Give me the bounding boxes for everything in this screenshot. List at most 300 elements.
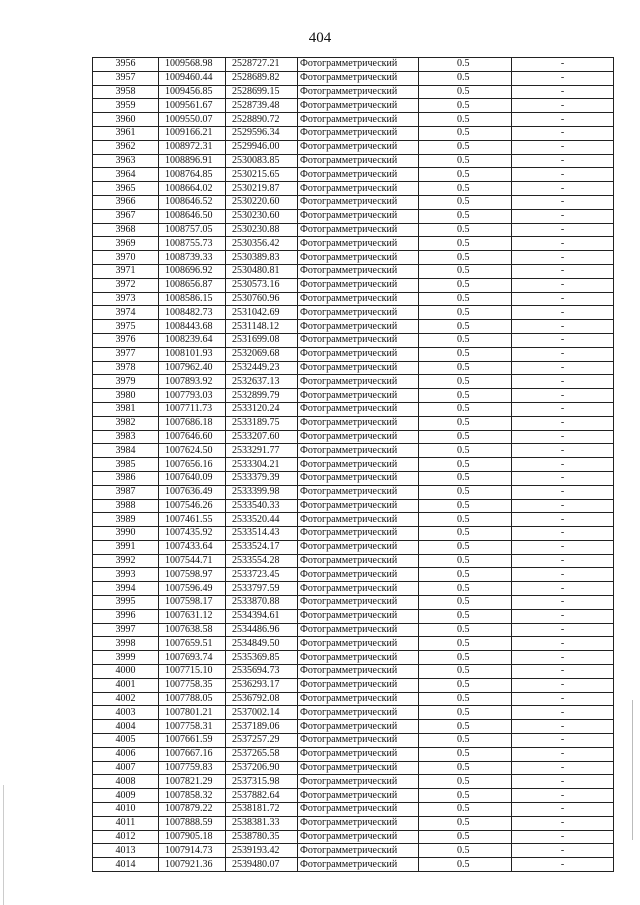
description-cell: -	[512, 182, 614, 196]
description-cell: -	[512, 58, 614, 72]
table-row	[93, 251, 614, 265]
method-cell: Фотограмметрический	[298, 609, 419, 623]
error-cell: 0.5	[419, 347, 512, 361]
y-coordinate-cell: 2533207.60	[226, 430, 298, 444]
table-row	[93, 803, 614, 817]
description-cell: -	[512, 140, 614, 154]
x-coordinate-cell: 1007788.05	[159, 692, 226, 706]
x-coordinate-cell: 1009568.98	[159, 58, 226, 72]
error-cell: 0.5	[419, 182, 512, 196]
y-coordinate-cell: 2530219.87	[226, 182, 298, 196]
y-coordinate-cell: 2537002.14	[226, 706, 298, 720]
table-row	[93, 706, 614, 720]
point-number-cell: 3960	[93, 113, 159, 127]
description-cell: -	[512, 513, 614, 527]
description-cell: -	[512, 458, 614, 472]
description-cell: -	[512, 168, 614, 182]
point-number-cell: 3982	[93, 416, 159, 430]
x-coordinate-cell: 1009166.21	[159, 126, 226, 140]
point-number-cell: 3979	[93, 375, 159, 389]
description-cell: -	[512, 154, 614, 168]
description-cell: -	[512, 71, 614, 85]
point-number-cell: 3969	[93, 237, 159, 251]
error-cell: 0.5	[419, 126, 512, 140]
table-row	[93, 720, 614, 734]
x-coordinate-cell: 1007640.09	[159, 471, 226, 485]
method-cell: Фотограмметрический	[298, 747, 419, 761]
error-cell: 0.5	[419, 333, 512, 347]
method-cell: Фотограмметрический	[298, 320, 419, 334]
x-coordinate-cell: 1007758.35	[159, 678, 226, 692]
table-row	[93, 665, 614, 679]
description-cell: -	[512, 678, 614, 692]
method-cell: Фотограмметрический	[298, 761, 419, 775]
point-number-cell: 3977	[93, 347, 159, 361]
x-coordinate-cell: 1007596.49	[159, 582, 226, 596]
method-cell: Фотограмметрический	[298, 430, 419, 444]
method-cell: Фотограмметрический	[298, 168, 419, 182]
description-cell: -	[512, 858, 614, 872]
error-cell: 0.5	[419, 596, 512, 610]
table-row	[93, 830, 614, 844]
y-coordinate-cell: 2534849.50	[226, 637, 298, 651]
y-coordinate-cell: 2530220.60	[226, 195, 298, 209]
description-cell: -	[512, 195, 614, 209]
x-coordinate-cell: 1007624.50	[159, 444, 226, 458]
x-coordinate-cell: 1007661.59	[159, 734, 226, 748]
x-coordinate-cell: 1008972.31	[159, 140, 226, 154]
x-coordinate-cell: 1007693.74	[159, 651, 226, 665]
description-cell: -	[512, 333, 614, 347]
y-coordinate-cell: 2534486.96	[226, 623, 298, 637]
x-coordinate-cell: 1008646.50	[159, 209, 226, 223]
x-coordinate-cell: 1007686.18	[159, 416, 226, 430]
point-number-cell: 4007	[93, 761, 159, 775]
x-coordinate-cell: 1008764.85	[159, 168, 226, 182]
table-row	[93, 195, 614, 209]
description-cell: -	[512, 596, 614, 610]
y-coordinate-cell: 2528699.15	[226, 85, 298, 99]
error-cell: 0.5	[419, 582, 512, 596]
method-cell: Фотограмметрический	[298, 85, 419, 99]
error-cell: 0.5	[419, 789, 512, 803]
y-coordinate-cell: 2537315.98	[226, 775, 298, 789]
point-number-cell: 3989	[93, 513, 159, 527]
x-coordinate-cell: 1007914.73	[159, 844, 226, 858]
y-coordinate-cell: 2530573.16	[226, 278, 298, 292]
x-coordinate-cell: 1008696.92	[159, 264, 226, 278]
method-cell: Фотограмметрический	[298, 720, 419, 734]
description-cell: -	[512, 389, 614, 403]
point-number-cell: 3967	[93, 209, 159, 223]
x-coordinate-cell: 1007546.26	[159, 499, 226, 513]
y-coordinate-cell: 2539480.07	[226, 858, 298, 872]
table-row	[93, 678, 614, 692]
x-coordinate-cell: 1007793.03	[159, 389, 226, 403]
table-row	[93, 789, 614, 803]
description-cell: -	[512, 623, 614, 637]
point-number-cell: 3964	[93, 168, 159, 182]
point-number-cell: 3985	[93, 458, 159, 472]
description-cell: -	[512, 568, 614, 582]
description-cell: -	[512, 540, 614, 554]
y-coordinate-cell: 2530356.42	[226, 237, 298, 251]
y-coordinate-cell: 2530215.65	[226, 168, 298, 182]
x-coordinate-cell: 1007858.32	[159, 789, 226, 803]
method-cell: Фотограмметрический	[298, 58, 419, 72]
y-coordinate-cell: 2537206.90	[226, 761, 298, 775]
y-coordinate-cell: 2537257.29	[226, 734, 298, 748]
description-cell: -	[512, 306, 614, 320]
table-row	[93, 623, 614, 637]
error-cell: 0.5	[419, 665, 512, 679]
method-cell: Фотограмметрический	[298, 71, 419, 85]
description-cell: -	[512, 126, 614, 140]
x-coordinate-cell: 1008482.73	[159, 306, 226, 320]
description-cell: -	[512, 264, 614, 278]
table-row	[93, 154, 614, 168]
y-coordinate-cell: 2533514.43	[226, 527, 298, 541]
x-coordinate-cell: 1008896.91	[159, 154, 226, 168]
method-cell: Фотограмметрический	[298, 306, 419, 320]
method-cell: Фотограмметрический	[298, 113, 419, 127]
table-row	[93, 278, 614, 292]
description-cell: -	[512, 99, 614, 113]
method-cell: Фотограмметрический	[298, 816, 419, 830]
point-number-cell: 3988	[93, 499, 159, 513]
table-row	[93, 568, 614, 582]
y-coordinate-cell: 2528890.72	[226, 113, 298, 127]
error-cell: 0.5	[419, 747, 512, 761]
y-coordinate-cell: 2539193.42	[226, 844, 298, 858]
method-cell: Фотограмметрический	[298, 278, 419, 292]
method-cell: Фотограмметрический	[298, 706, 419, 720]
method-cell: Фотограмметрический	[298, 540, 419, 554]
x-coordinate-cell: 1007879.22	[159, 803, 226, 817]
error-cell: 0.5	[419, 154, 512, 168]
point-number-cell: 3980	[93, 389, 159, 403]
error-cell: 0.5	[419, 99, 512, 113]
table-row	[93, 485, 614, 499]
y-coordinate-cell: 2533723.45	[226, 568, 298, 582]
x-coordinate-cell: 1009456.85	[159, 85, 226, 99]
point-number-cell: 4002	[93, 692, 159, 706]
point-number-cell: 4000	[93, 665, 159, 679]
page-number: 404	[308, 30, 332, 46]
scan-edge-mark-left	[3, 785, 4, 905]
method-cell: Фотограмметрический	[298, 444, 419, 458]
error-cell: 0.5	[419, 637, 512, 651]
description-cell: -	[512, 402, 614, 416]
method-cell: Фотограмметрический	[298, 803, 419, 817]
y-coordinate-cell: 2533399.98	[226, 485, 298, 499]
method-cell: Фотограмметрический	[298, 182, 419, 196]
error-cell: 0.5	[419, 402, 512, 416]
method-cell: Фотограмметрический	[298, 264, 419, 278]
y-coordinate-cell: 2529946.00	[226, 140, 298, 154]
point-number-cell: 3986	[93, 471, 159, 485]
y-coordinate-cell: 2532449.23	[226, 361, 298, 375]
point-number-cell: 3995	[93, 596, 159, 610]
x-coordinate-cell: 1007638.58	[159, 623, 226, 637]
coordinates-table	[92, 57, 614, 872]
table-row	[93, 402, 614, 416]
error-cell: 0.5	[419, 306, 512, 320]
table-row	[93, 775, 614, 789]
error-cell: 0.5	[419, 734, 512, 748]
table-row	[93, 444, 614, 458]
method-cell: Фотограмметрический	[298, 554, 419, 568]
method-cell: Фотограмметрический	[298, 568, 419, 582]
y-coordinate-cell: 2530083.85	[226, 154, 298, 168]
table-row	[93, 471, 614, 485]
table-row	[93, 430, 614, 444]
point-number-cell: 3983	[93, 430, 159, 444]
point-number-cell: 3962	[93, 140, 159, 154]
table-row	[93, 99, 614, 113]
method-cell: Фотограмметрический	[298, 237, 419, 251]
description-cell: -	[512, 844, 614, 858]
point-number-cell: 4014	[93, 858, 159, 872]
point-number-cell: 4005	[93, 734, 159, 748]
description-cell: -	[512, 706, 614, 720]
error-cell: 0.5	[419, 444, 512, 458]
y-coordinate-cell: 2528739.48	[226, 99, 298, 113]
error-cell: 0.5	[419, 389, 512, 403]
error-cell: 0.5	[419, 140, 512, 154]
point-number-cell: 3963	[93, 154, 159, 168]
table-row	[93, 126, 614, 140]
method-cell: Фотограмметрический	[298, 499, 419, 513]
x-coordinate-cell: 1007821.29	[159, 775, 226, 789]
table-row	[93, 844, 614, 858]
point-number-cell: 4004	[93, 720, 159, 734]
description-cell: -	[512, 430, 614, 444]
table-row	[93, 182, 614, 196]
table-row	[93, 858, 614, 872]
point-number-cell: 3974	[93, 306, 159, 320]
method-cell: Фотограмметрический	[298, 513, 419, 527]
method-cell: Фотограмметрический	[298, 126, 419, 140]
point-number-cell: 4010	[93, 803, 159, 817]
point-number-cell: 4012	[93, 830, 159, 844]
table-row	[93, 609, 614, 623]
error-cell: 0.5	[419, 278, 512, 292]
x-coordinate-cell: 1008755.73	[159, 237, 226, 251]
point-number-cell: 3975	[93, 320, 159, 334]
x-coordinate-cell: 1007433.64	[159, 540, 226, 554]
y-coordinate-cell: 2532069.68	[226, 347, 298, 361]
x-coordinate-cell: 1007888.59	[159, 816, 226, 830]
description-cell: -	[512, 499, 614, 513]
x-coordinate-cell: 1008586.15	[159, 292, 226, 306]
x-coordinate-cell: 1009460.44	[159, 71, 226, 85]
description-cell: -	[512, 375, 614, 389]
method-cell: Фотограмметрический	[298, 596, 419, 610]
error-cell: 0.5	[419, 527, 512, 541]
table-row	[93, 168, 614, 182]
table-row	[93, 734, 614, 748]
point-number-cell: 3999	[93, 651, 159, 665]
error-cell: 0.5	[419, 623, 512, 637]
error-cell: 0.5	[419, 251, 512, 265]
y-coordinate-cell: 2531042.69	[226, 306, 298, 320]
x-coordinate-cell: 1007758.31	[159, 720, 226, 734]
error-cell: 0.5	[419, 485, 512, 499]
point-number-cell: 3984	[93, 444, 159, 458]
x-coordinate-cell: 1007598.17	[159, 596, 226, 610]
method-cell: Фотограмметрический	[298, 844, 419, 858]
description-cell: -	[512, 747, 614, 761]
error-cell: 0.5	[419, 320, 512, 334]
y-coordinate-cell: 2532899.79	[226, 389, 298, 403]
error-cell: 0.5	[419, 775, 512, 789]
point-number-cell: 4008	[93, 775, 159, 789]
error-cell: 0.5	[419, 361, 512, 375]
description-cell: -	[512, 278, 614, 292]
point-number-cell: 4009	[93, 789, 159, 803]
description-cell: -	[512, 734, 614, 748]
point-number-cell: 3997	[93, 623, 159, 637]
method-cell: Фотограмметрический	[298, 665, 419, 679]
method-cell: Фотограмметрический	[298, 678, 419, 692]
point-number-cell: 3966	[93, 195, 159, 209]
x-coordinate-cell: 1009550.07	[159, 113, 226, 127]
point-number-cell: 3959	[93, 99, 159, 113]
table-row	[93, 209, 614, 223]
table-row	[93, 140, 614, 154]
x-coordinate-cell: 1008443.68	[159, 320, 226, 334]
x-coordinate-cell: 1007893.92	[159, 375, 226, 389]
table-row	[93, 264, 614, 278]
description-cell: -	[512, 85, 614, 99]
y-coordinate-cell: 2528689.82	[226, 71, 298, 85]
x-coordinate-cell: 1007461.55	[159, 513, 226, 527]
error-cell: 0.5	[419, 540, 512, 554]
y-coordinate-cell: 2531148.12	[226, 320, 298, 334]
error-cell: 0.5	[419, 554, 512, 568]
method-cell: Фотограмметрический	[298, 651, 419, 665]
error-cell: 0.5	[419, 803, 512, 817]
point-number-cell: 3992	[93, 554, 159, 568]
description-cell: -	[512, 292, 614, 306]
method-cell: Фотограмметрический	[298, 292, 419, 306]
y-coordinate-cell: 2538780.35	[226, 830, 298, 844]
description-cell: -	[512, 582, 614, 596]
error-cell: 0.5	[419, 471, 512, 485]
method-cell: Фотограмметрический	[298, 209, 419, 223]
x-coordinate-cell: 1008739.33	[159, 251, 226, 265]
table-row	[93, 596, 614, 610]
point-number-cell: 3972	[93, 278, 159, 292]
error-cell: 0.5	[419, 223, 512, 237]
error-cell: 0.5	[419, 844, 512, 858]
method-cell: Фотограмметрический	[298, 734, 419, 748]
x-coordinate-cell: 1008239.64	[159, 333, 226, 347]
description-cell: -	[512, 665, 614, 679]
point-number-cell: 3981	[93, 402, 159, 416]
description-cell: -	[512, 416, 614, 430]
y-coordinate-cell: 2535694.73	[226, 665, 298, 679]
description-cell: -	[512, 320, 614, 334]
y-coordinate-cell: 2533189.75	[226, 416, 298, 430]
description-cell: -	[512, 720, 614, 734]
error-cell: 0.5	[419, 692, 512, 706]
description-cell: -	[512, 444, 614, 458]
x-coordinate-cell: 1007759.83	[159, 761, 226, 775]
error-cell: 0.5	[419, 113, 512, 127]
coordinates-table-body	[93, 58, 614, 872]
error-cell: 0.5	[419, 430, 512, 444]
point-number-cell: 3968	[93, 223, 159, 237]
error-cell: 0.5	[419, 458, 512, 472]
y-coordinate-cell: 2533524.17	[226, 540, 298, 554]
x-coordinate-cell: 1008757.05	[159, 223, 226, 237]
table-row	[93, 85, 614, 99]
error-cell: 0.5	[419, 678, 512, 692]
point-number-cell: 4006	[93, 747, 159, 761]
error-cell: 0.5	[419, 499, 512, 513]
method-cell: Фотограмметрический	[298, 789, 419, 803]
x-coordinate-cell: 1007715.10	[159, 665, 226, 679]
description-cell: -	[512, 775, 614, 789]
method-cell: Фотограмметрический	[298, 195, 419, 209]
y-coordinate-cell: 2536792.08	[226, 692, 298, 706]
method-cell: Фотограмметрический	[298, 361, 419, 375]
method-cell: Фотограмметрический	[298, 251, 419, 265]
point-number-cell: 3998	[93, 637, 159, 651]
description-cell: -	[512, 692, 614, 706]
table-row	[93, 237, 614, 251]
y-coordinate-cell: 2529596.34	[226, 126, 298, 140]
description-cell: -	[512, 471, 614, 485]
x-coordinate-cell: 1008656.87	[159, 278, 226, 292]
description-cell: -	[512, 789, 614, 803]
error-cell: 0.5	[419, 71, 512, 85]
point-number-cell: 3973	[93, 292, 159, 306]
x-coordinate-cell: 1007905.18	[159, 830, 226, 844]
method-cell: Фотограмметрический	[298, 527, 419, 541]
method-cell: Фотограмметрический	[298, 471, 419, 485]
y-coordinate-cell: 2533870.88	[226, 596, 298, 610]
table-row	[93, 292, 614, 306]
x-coordinate-cell: 1007636.49	[159, 485, 226, 499]
error-cell: 0.5	[419, 568, 512, 582]
x-coordinate-cell: 1007656.16	[159, 458, 226, 472]
method-cell: Фотограмметрический	[298, 458, 419, 472]
error-cell: 0.5	[419, 513, 512, 527]
y-coordinate-cell: 2533554.28	[226, 554, 298, 568]
x-coordinate-cell: 1007435.92	[159, 527, 226, 541]
error-cell: 0.5	[419, 85, 512, 99]
error-cell: 0.5	[419, 706, 512, 720]
y-coordinate-cell: 2535369.85	[226, 651, 298, 665]
table-row	[93, 554, 614, 568]
y-coordinate-cell: 2530389.83	[226, 251, 298, 265]
error-cell: 0.5	[419, 237, 512, 251]
table-row	[93, 651, 614, 665]
table-row	[93, 223, 614, 237]
table-row	[93, 71, 614, 85]
table-row	[93, 361, 614, 375]
y-coordinate-cell: 2530760.96	[226, 292, 298, 306]
description-cell: -	[512, 761, 614, 775]
table-row	[93, 816, 614, 830]
x-coordinate-cell: 1007962.40	[159, 361, 226, 375]
y-coordinate-cell: 2538381.33	[226, 816, 298, 830]
table-row	[93, 58, 614, 72]
y-coordinate-cell: 2533540.33	[226, 499, 298, 513]
